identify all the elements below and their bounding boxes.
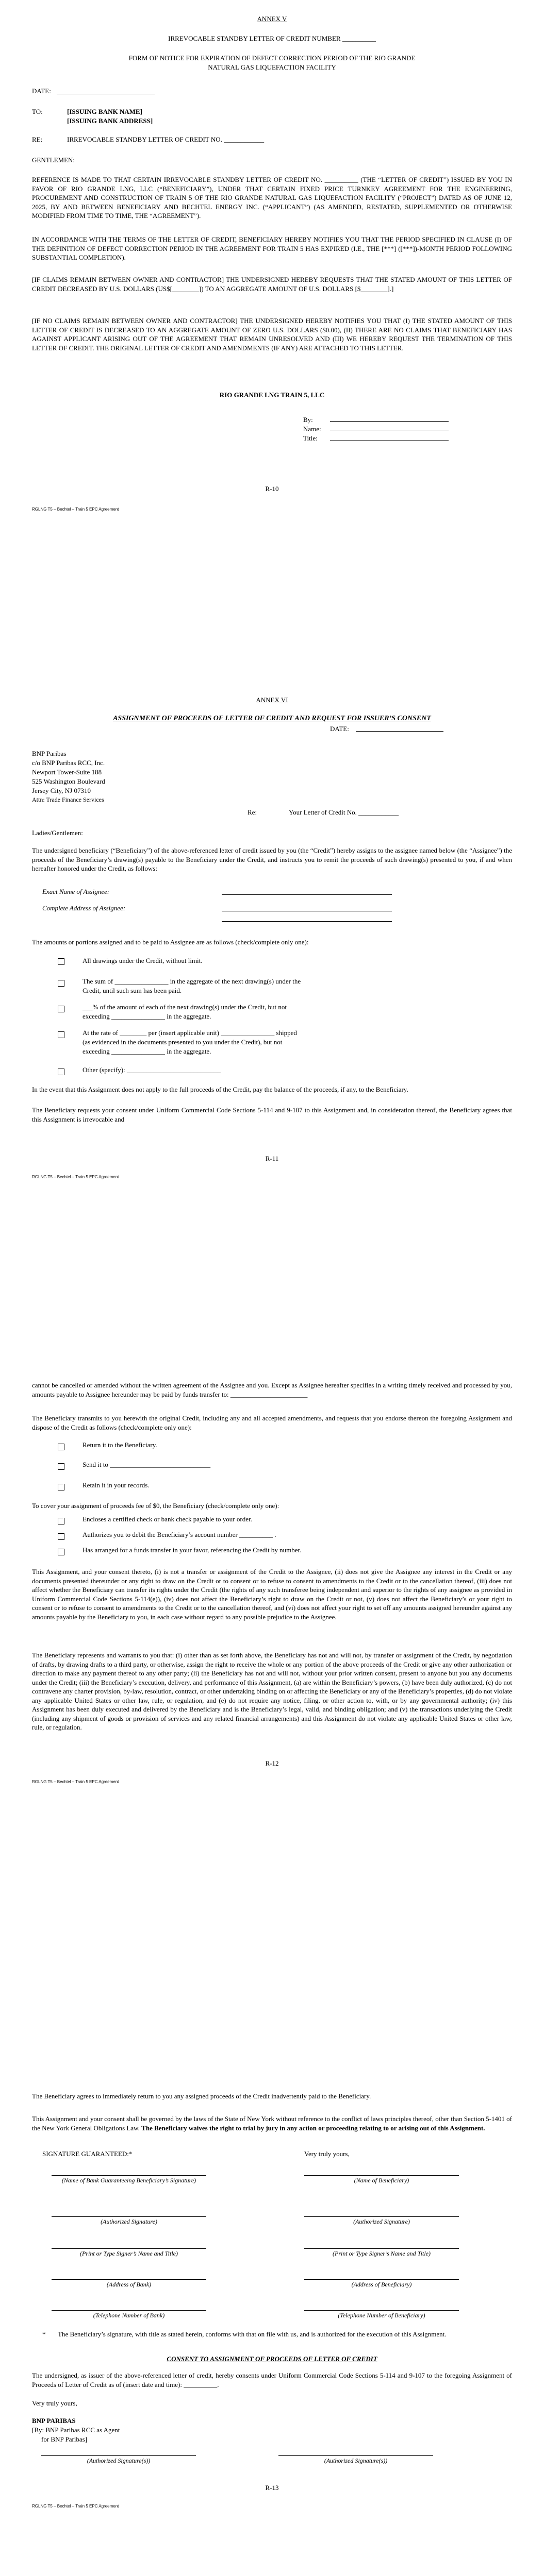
to-bank-name: [ISSUING BANK NAME]	[67, 108, 142, 115]
by-label: By:	[303, 416, 313, 423]
cap-beneficiary-name: (Name of Beneficiary)	[354, 2177, 409, 2184]
salutation: Ladies/Gentlemen:	[32, 829, 83, 837]
beneficiary-telephone-line	[304, 2310, 459, 2311]
opt-rate-label-c: exceeding ________________ in the aggregate.	[83, 1047, 211, 1055]
opt-debit-label: Authorizes you to debit the Beneficiary’s account number __________ .	[83, 1531, 276, 1538]
by-line	[330, 421, 449, 422]
bank-name-line	[52, 2175, 206, 2176]
cont-para: cannot be cancelled or amended without the written agreement of the Assignee and you. Except as Assignee hereafter specifies in a writing timely received and processed by you, amounts payable to Assignee hereunder may be paid by funds transfer to: _______________________	[32, 1381, 512, 1398]
annex-vi-title: ANNEX VI	[256, 696, 288, 704]
exact-name-line	[222, 894, 392, 895]
date-label: DATE:	[32, 87, 51, 95]
agrees-para: The Beneficiary agrees to immediately return to you any assigned proceeds of the Credit inadvertently paid to the Beneficiary.	[32, 2092, 371, 2100]
opt-rate-label-a: At the rate of ________ per (insert applicable unit) ________________ shipped	[83, 1029, 297, 1037]
address-line-2	[222, 921, 392, 922]
opt-other-label: Other (specify): ____________________________	[83, 1066, 221, 1074]
opt-sum-label-b: Credit, until such sum has been paid.	[83, 987, 182, 994]
re-label: Re:	[248, 808, 257, 816]
opt-all-drawings-label: All drawings under the Credit, without limit.	[83, 957, 203, 964]
cover-para: To cover your assignment of proceeds fee of $0, the Beneficiary (check/complete only one):	[32, 1502, 279, 1510]
opt-transfer-label: Has arranged for a funds transfer in your favor, referencing the Credit by number.	[83, 1546, 302, 1554]
cap-auth-2: (Authorized Signature(s))	[324, 2457, 388, 2464]
cap-telephone-beneficiary: (Telephone Number of Beneficiary)	[338, 2312, 425, 2319]
amounts-intro: The amounts or portions assigned and to be paid to Assignee are as follows (check/complete only one):	[32, 938, 309, 946]
page-number: R-13	[265, 2484, 279, 2492]
addr-line-3: Newport Tower-Suite 188	[32, 768, 102, 776]
opt-transfer-checkbox[interactable]	[58, 1549, 64, 1555]
opt-check-label: Encloses a certified check or bank check payable to your order.	[83, 1515, 252, 1523]
page-r13	[0, 2092, 544, 2576]
re-label: RE:	[32, 135, 43, 143]
bnp-sig-line-2	[278, 2455, 433, 2456]
very-truly-yours-2: Very truly yours,	[32, 2399, 77, 2407]
page-number: R-10	[265, 485, 279, 493]
to-bank-address: [ISSUING BANK ADDRESS]	[67, 117, 153, 125]
bnp-by: [By: BNP Paribas RCC as Agent	[32, 2426, 120, 2434]
page-r12	[0, 1381, 544, 2087]
opt-percent-label-a: ___% of the amount of each of the next drawing(s) under the Credit, but not	[83, 1003, 287, 1011]
cap-telephone-bank: (Telephone Number of Bank)	[93, 2312, 165, 2319]
opt-sum-checkbox[interactable]	[58, 980, 64, 987]
assignment-heading: ASSIGNMENT OF PROCEEDS OF LETTER OF CREDIT AND REQUEST FOR ISSUER’S CONSENT	[113, 715, 431, 722]
page-footer: RGLNG T5 – Bechtel – Train 5 EPC Agreement	[32, 2504, 119, 2509]
para-reference: REFERENCE IS MADE TO THAT CERTAIN IRREVOCABLE STANDBY LETTER OF CREDIT NO. __________ (THE “LETTER OF CREDIT”) ISSUED BY YOU IN FAVOR OF RIO GRANDE LNG, LLC (“BENEFICIARY”), UNDER THAT CERTAIN FIXED PRICE TURNKEY AGREEMENT FOR THE ENGINEERING, PROCUREMENT AND CONSTRUCTION OF TRAIN 5 OF THE RIO GRANDE NATURAL GAS LIQUEFACTION FACILITY (“PROJECT”) DATED AS OF JUNE 12, 2025, BY AND BETWEEN BENEFICIARY AND BECHTEL ENERGY INC. (“APPLICANT”) (AS AMENDED, RESTATED, SUPPLEMENTED OR OTHERWISE MODIFIED FROM TIME TO TIME, THE “AGREEMENT”).	[32, 176, 512, 220]
bank-address-line	[52, 2279, 206, 2280]
opt-percent-checkbox[interactable]	[58, 1006, 64, 1012]
para-accordance: IN ACCORDANCE WITH THE TERMS OF THE LETTER OF CREDIT, BENEFICIARY HEREBY NOTIFIES YOU THAT THE PERIOD SPECIFIED IN CLAUSE (I) OF THE DEFINITION OF DEFECT CORRECTION PERIOD IN THE AGREEMENT FOR TRAIN 5 HAS EXPIRED (I.E., THE [***] ([***])-MONTH PERIOD FOLLOWING SUBSTANTIAL COMPLETION).	[32, 235, 512, 262]
date-line	[356, 731, 443, 732]
opt-return-checkbox[interactable]	[58, 1444, 64, 1450]
signature-guaranteed: SIGNATURE GUARANTEED:*	[42, 2150, 133, 2158]
form-title: FORM OF NOTICE FOR EXPIRATION OF DEFECT CORRECTION PERIOD OF THE RIO GRANDE NATURAL GAS LIQUEFACTION FACILITY	[128, 54, 416, 71]
consent-para: This Assignment, and your consent thereto, (i) is not a transfer or assignment of the Credit to the Assignee, (ii) does not give the Assignee any interest in the Credit or any documents presented thereunder or any right to draw on the Credit or to consent or to refuse to consent to amendments to the Credit or to the cancellation thereof, (iii) does not affect whether the Beneficiary can transfer its rights under the Credit (the rights of any such transferee being independent and superior to the rights of any assignee as provided in Uniform Commercial Code Sections 5-114(e)), (iv) does not affect the Beneficiary’s right to draw on the Credit or not, (v) does not affect the Beneficiary’s or your right to consent or to refuse to consent to amendments to the Credit or to the cancellation thereof, and (vi) does not affect your right to set off any amounts assigned hereunder against any amounts payable by the Beneficiary to you, in each case without regard to any possible prejudice to the Assignee.	[32, 1568, 512, 1621]
opt-send-checkbox[interactable]	[58, 1463, 64, 1470]
page-r10	[0, 0, 544, 680]
opt-rate-checkbox[interactable]	[58, 1031, 64, 1038]
bank-telephone-line	[52, 2310, 206, 2311]
bnp-paribas: BNP PARIBAS	[32, 2417, 76, 2425]
opt-other-checkbox[interactable]	[58, 1069, 64, 1075]
page-footer: RGLNG T5 – Bechtel – Train 5 EPC Agreement	[32, 1175, 119, 1179]
re-text: Your Letter of Credit No. ____________	[289, 808, 399, 816]
bank-print-line	[52, 2248, 206, 2249]
date-label: DATE:	[330, 725, 349, 733]
beneficiary-name-line	[304, 2175, 459, 2176]
beneficiary-address-line	[304, 2279, 459, 2280]
annex-v-title: ANNEX V	[257, 15, 287, 23]
footnote: The Beneficiary’s signature, with title as stated herein, conforms with that on file with us, and is authorized for the execution of this Assignment.	[58, 2330, 447, 2338]
consent-heading: CONSENT TO ASSIGNMENT OF PROCEEDS OF LETTER OF CREDIT	[167, 2355, 377, 2363]
page-number: R-12	[265, 1759, 279, 1767]
beneficiary-auth-sig-line	[304, 2216, 459, 2217]
title-label: Title:	[303, 434, 318, 442]
transmits-para: The Beneficiary transmits to you herewith the original Credit, including any and all accepted amendments, and requests that you endorse thereon the foregoing Assignment and dispose of the Credit as follows (check/complete only one):	[32, 1414, 512, 1431]
requests-para: The Beneficiary requests your consent under Uniform Commercial Code Sections 5-114 and 9-107 to this Assignment and, in consideration thereof, the Beneficiary agrees that this Assignment is irrevocable and	[32, 1106, 512, 1123]
cap-auth-sig-right: (Authorized Signature)	[353, 2218, 410, 2225]
beneficiary-print-line	[304, 2248, 459, 2249]
cap-address-bank: (Address of Bank)	[106, 2281, 152, 2288]
exact-name-label: Exact Name of Assignee:	[42, 888, 110, 895]
to-label: TO:	[32, 108, 43, 115]
company-name: RIO GRANDE LNG TRAIN 5, LLC	[219, 391, 325, 399]
addr-line-4: 525 Washington Boulevard	[32, 777, 105, 785]
addr-line-1: BNP Paribas	[32, 750, 67, 757]
opt-sum-label-a: The sum of ________________ in the aggregate of the next drawing(s) under the	[83, 977, 301, 985]
gentlemen: GENTLEMEN:	[32, 156, 75, 164]
governed-text: This Assignment and your consent shall be governed by the laws of the State of New York without reference to the conflict of laws principles thereof, other than Section 5-1401 of the New York General Obligations Law.	[32, 2115, 512, 2132]
irrevocable-line: IRREVOCABLE STANDBY LETTER OF CREDIT NUMBER __________	[168, 35, 376, 42]
opt-check-checkbox[interactable]	[58, 1518, 64, 1524]
opt-percent-label-b: exceeding ________________ in the aggregate.	[83, 1012, 211, 1020]
para-claims-remain: [IF CLAIMS REMAIN BETWEEN OWNER AND CONTRACTOR] THE UNDERSIGNED HEREBY REQUESTS THAT THE STATED AMOUNT OF THIS LETTER OF CREDIT DECREASED BY U.S. DOLLARS (US$[________]) TO AN AGGREGATE AMOUNT OF U.S. DOLLARS [$________].]	[32, 276, 512, 293]
cap-print-right: (Print or Type Signer’s Name and Title)	[333, 2250, 431, 2257]
bank-auth-sig-line	[52, 2216, 206, 2217]
cap-address-beneficiary: (Address of Beneficiary)	[351, 2281, 412, 2288]
page-number: R-11	[265, 1155, 279, 1162]
page-footer: RGLNG T5 – Bechtel – Train 5 EPC Agreement	[32, 507, 119, 512]
event-para: In the event that this Assignment does not apply to the full proceeds of the Credit, pay the balance of the proceeds, if any, to the Beneficiary.	[32, 1086, 408, 1093]
opt-return-label: Return it to the Beneficiary.	[83, 1441, 157, 1449]
addr-line-5: Jersey City, NJ 07310	[32, 787, 91, 794]
represents-para: The Beneficiary represents and warrants to you that: (i) other than as set forth above, the Beneficiary has not and will not, by transfer or assignment of the Credit, by negotiation of drafts, by drawing drafts to a third party, or otherwise, assign the right to receive the whole or any portion of the above proceeds of the Credit or give any other authorization or direction to make any payment thereof to any other party; (ii) the Beneficiary has not and will not, without your prior written consent, present to anyone but you any documents under the Credit; (iii) the Beneficiary’s execution, delivery, and performance of this Assignment, (a) are within the Beneficiary’s powers, (b) have been duly authorized, (c) do not contravene any charter provision, by-law, resolution, contract, or other undertaking binding on or affecting the Beneficiary or any of the Beneficiary’s properties, (d) do not violate any applicable United States or other law, rule, or regulation, and (e) do not require any notice, filing, or other action to, with, or by any governmental authority; (iv) this Assignment has been duly executed and delivered by the Beneficiary and is the Beneficiary’s legal, valid, and binding obligation; and (v) the transactions underlying the Credit (including any shipment of goods or provision of services and any related financial arrangements) and this Assignment do not violate any applicable United States or other law, rule, or regulation.	[32, 1651, 512, 1732]
very-truly-yours: Very truly yours,	[304, 2150, 350, 2158]
footnote-mark: *	[42, 2330, 46, 2338]
bnp-for: for BNP Paribas]	[41, 2435, 88, 2443]
cap-print-left: (Print or Type Signer’s Name and Title)	[80, 2250, 178, 2257]
cap-auth-1: (Authorized Signature(s))	[87, 2457, 151, 2464]
bnp-sig-line-1	[41, 2455, 196, 2456]
page-footer: RGLNG T5 – Bechtel – Train 5 EPC Agreement	[32, 1780, 119, 1784]
name-label: Name:	[303, 425, 321, 433]
cap-bank-name: (Name of Bank Guaranteeing Beneficiary’s Signature)	[61, 2177, 196, 2184]
opt-rate-label-b: (as evidenced in the documents presented to you under the Credit), but not	[83, 1038, 283, 1046]
governed-para	[32, 2114, 512, 2132]
address-label: Complete Address of Assignee:	[42, 904, 126, 912]
cap-auth-sig-left: (Authorized Signature)	[101, 2218, 157, 2225]
opt-debit-checkbox[interactable]	[58, 1533, 64, 1540]
page-r11	[0, 685, 544, 1370]
re-text: IRREVOCABLE STANDBY LETTER OF CREDIT NO. ____________	[67, 135, 265, 143]
opt-retain-label: Retain it in your records.	[83, 1481, 150, 1489]
intro-para: The undersigned beneficiary (“Beneficiary”) of the above-referenced letter of credit issued by you (the “Credit”) hereby assigns to the assignee named below (the “Assignee”) the proceeds of the Beneficiary’s drawing(s) payable to the Beneficiary under the Credit, and instructs you to remit the proceeds of such drawing(s) presented to you, if and when hereafter honored under the Credit, as follows:	[32, 846, 512, 873]
opt-send-label: Send it to ______________________________	[83, 1461, 211, 1468]
addr-line-6: Attn: Trade Finance Services	[32, 796, 104, 803]
consent-para: The undersigned, as issuer of the above-referenced letter of credit, hereby consents under Uniform Commercial Code Sections 5-114 and 9-107 to the foregoing Assignment of Proceeds of Letter of Credit as of (insert date and time): __________.	[32, 2371, 512, 2388]
jury-waiver: The Beneficiary waives the right to trial by jury in any action or proceeding relating to or arising out of this Assignment.	[141, 2124, 485, 2132]
para-no-claims: [IF NO CLAIMS REMAIN BETWEEN OWNER AND CONTRACTOR] THE UNDERSIGNED HEREBY NOTIFIES YOU THAT (I) THE STATED AMOUNT OF THIS LETTER OF CREDIT IS DECREASED TO AN AGGREGATE AMOUNT OF ZERO U.S. DOLLARS ($0.00), (II) THERE ARE NO CLAIMS THAT BENEFICIARY HAS AGAINST APPLICANT ARISING OUT OF THE AGREEMENT THAT REMAIN UNRESOLVED AND (III) WE HEREBY REQUEST THE TERMINATION OF THIS LETTER OF CREDIT. THE ORIGINAL LETTER OF CREDIT AND AMENDMENTS (IF ANY) ARE ATTACHED TO THIS LETTER.	[32, 317, 512, 352]
addr-line-2: c/o BNP Paribas RCC, Inc.	[32, 759, 105, 767]
opt-retain-checkbox[interactable]	[58, 1484, 64, 1490]
opt-all-drawings-checkbox[interactable]	[58, 958, 64, 965]
